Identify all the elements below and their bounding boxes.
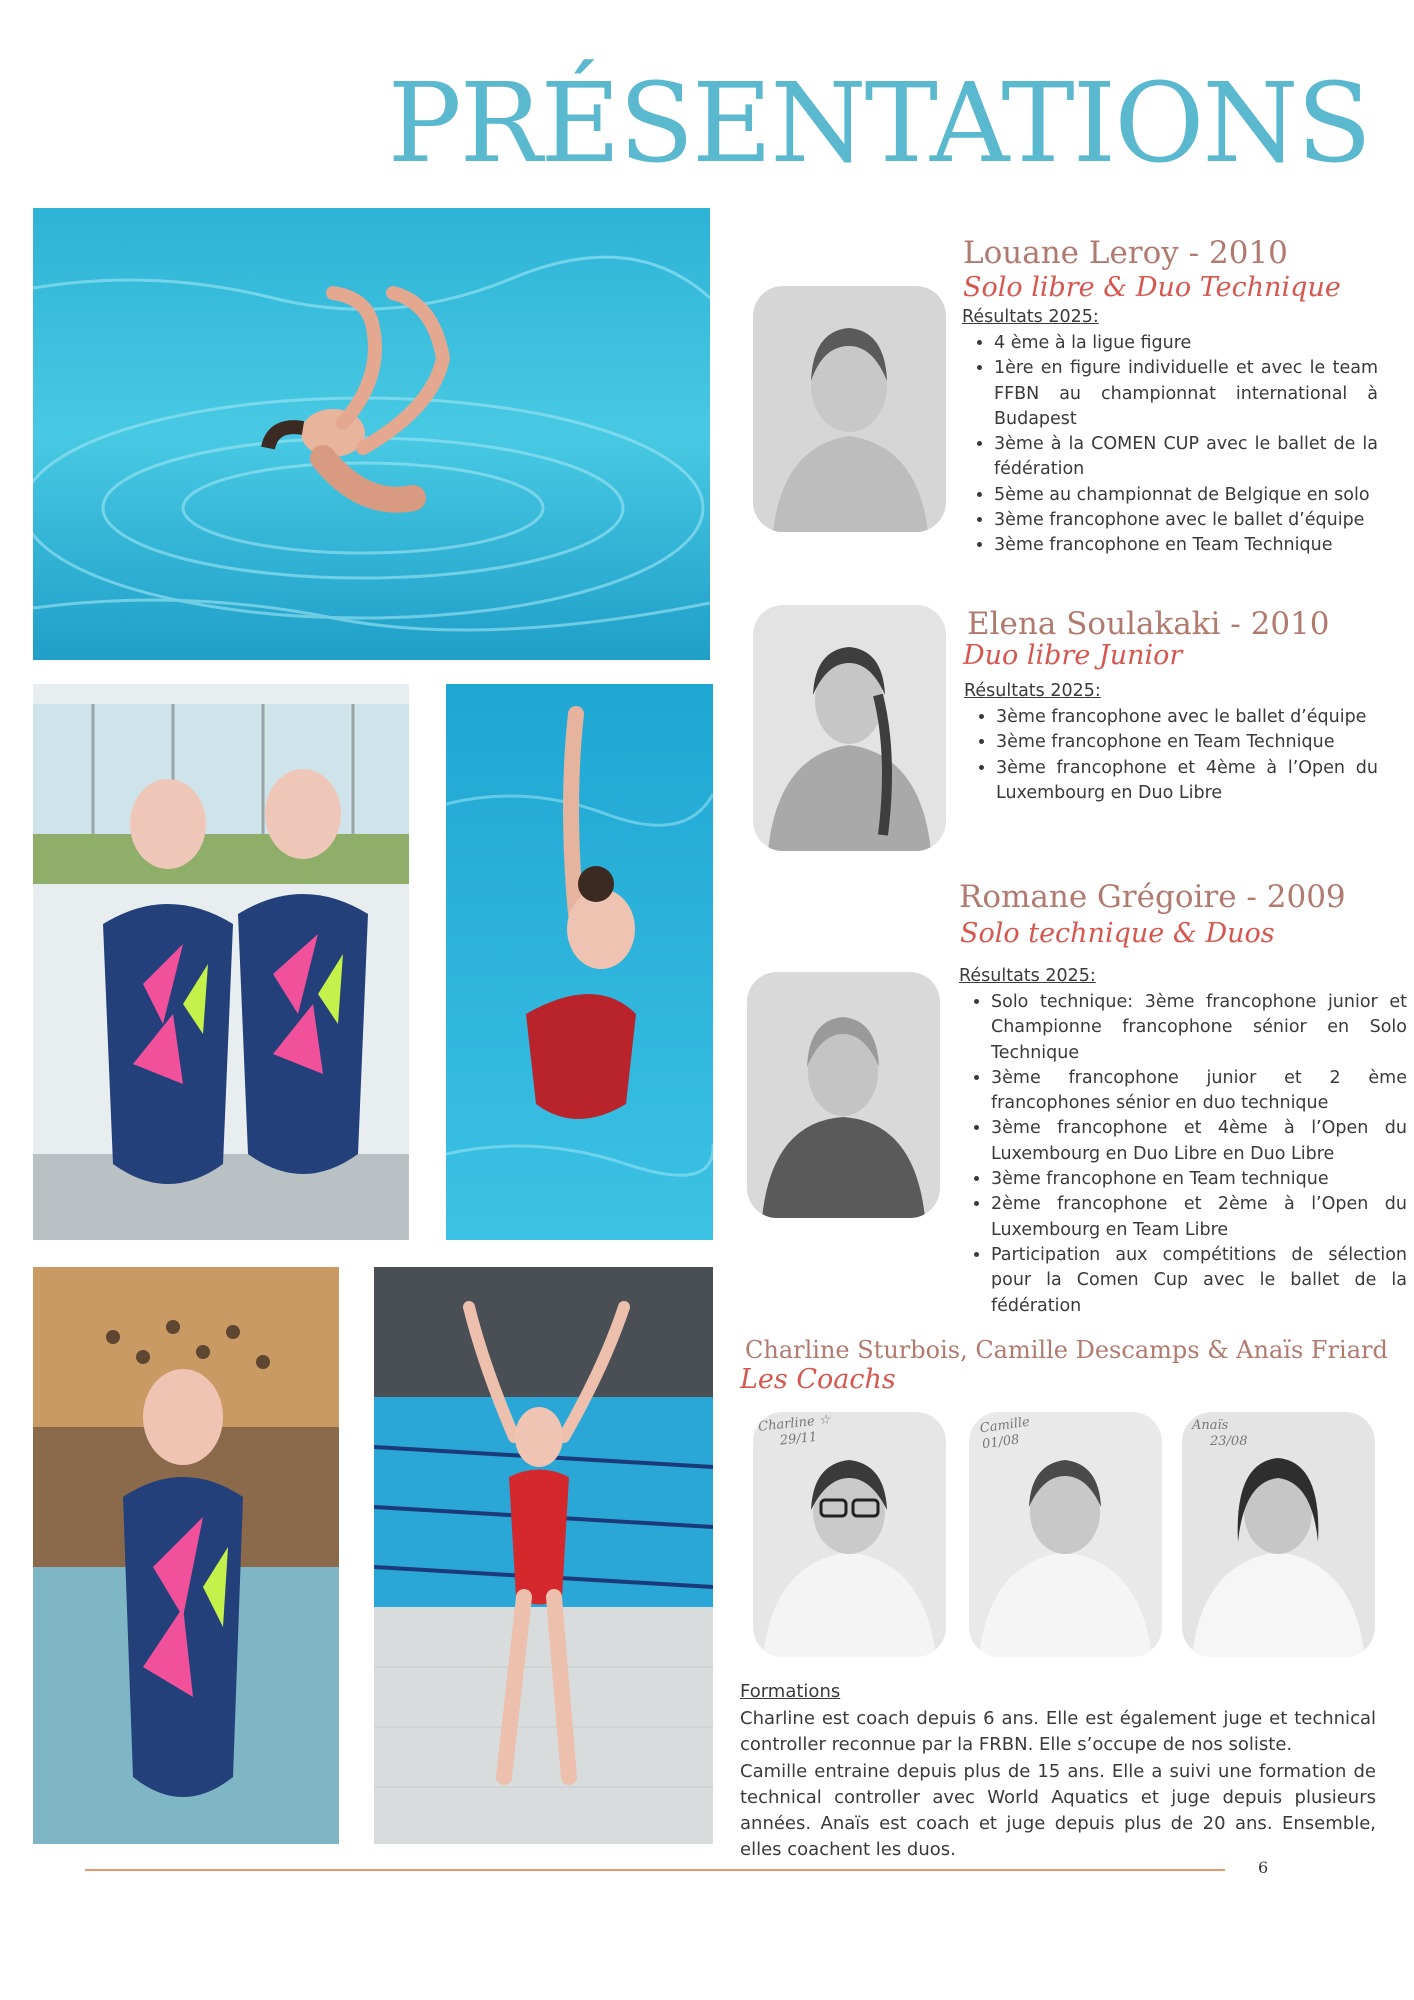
list-item: • Solo technique: 3ème francophone junior et Championne francophone sénior en Solo Technique <box>991 990 1407 1066</box>
list-item: • 3ème francophone junior et 2 ème francophones sénior en duo technique <box>991 1066 1407 1117</box>
results-list <box>959 990 1407 1319</box>
portrait-romane-gregoire <box>747 972 940 1218</box>
results-heading: Résultats 2025: <box>959 966 1096 986</box>
list-item: • 1ère en figure individuelle et avec le team FFBN au championnat international à Budapest <box>994 356 1378 432</box>
coach-tag-name: Charline ☆ <box>757 1412 832 1435</box>
list-item: • Participation aux compétitions de sélection pour la Comen Cup avec le ballet de la fédération <box>991 1243 1407 1319</box>
coach-tag-date: 23/08 <box>1210 1434 1248 1449</box>
list-item: • 3ème francophone avec le ballet d’équipe <box>996 705 1378 730</box>
list-item: • 2ème francophone et 2ème à l’Open du Luxembourg en Team Libre <box>991 1192 1407 1243</box>
athlete-event: Duo libre Junior <box>963 640 1183 671</box>
athlete-event: Solo technique & Duos <box>960 918 1275 949</box>
results-list <box>962 331 1378 559</box>
list-item: • 3ème francophone et 4ème à l’Open du Luxembourg en Duo Libre <box>996 756 1378 807</box>
page-number: 6 <box>1258 1858 1269 1877</box>
list-item: • 3ème francophone avec le ballet d’équipe <box>994 508 1378 533</box>
photo-swimmer-poolside <box>33 1267 339 1844</box>
list-item: • 3ème à la COMEN CUP avec le ballet de la fédération <box>994 432 1378 483</box>
formations-paragraph: Camille entraine depuis plus de 15 ans. Elle a suivi une formation de technical controller avec World Aquatics et juge depuis plusieurs années. Anaïs est coach et juge depuis plus de 20 ans. Ensemble, elles coachent les duos. <box>740 1760 1376 1861</box>
coach-tag-name: Camille <box>979 1414 1031 1437</box>
footer-rule <box>85 1869 1225 1871</box>
list-item: • 4 ème à la ligue figure <box>994 331 1378 356</box>
list-item: • 3ème francophone et 4ème à l’Open du Luxembourg en Duo Libre en Duo Libre <box>991 1116 1407 1167</box>
photo-swimmer-arm-raised <box>446 684 713 1240</box>
portrait-louane-leroy <box>753 286 946 532</box>
portrait-coach-camille <box>969 1412 1162 1657</box>
coaches-role: Les Coachs <box>740 1364 896 1395</box>
coach-tag-date: 01/08 <box>981 1432 1021 1453</box>
coach-tag <box>1192 1418 1247 1450</box>
photo-solo-pool <box>33 208 710 660</box>
athlete-name: Elena Soulakaki - 2010 <box>967 606 1330 642</box>
formations-text <box>740 1706 1376 1864</box>
portrait-coach-charline <box>753 1412 946 1657</box>
list-item: • 3ème francophone en Team technique <box>991 1167 1407 1192</box>
athlete-name: Louane Leroy - 2010 <box>963 235 1288 271</box>
photo-duo-poolside <box>33 684 409 1240</box>
coaches-names: Charline Sturbois, Camille Descamps & Anaïs Friard <box>745 1336 1388 1364</box>
athlete-name: Romane Grégoire - 2009 <box>959 879 1346 915</box>
formations-paragraph: Charline est coach depuis 6 ans. Elle est également juge et technical controller reconnue par la FRBN. Elle s’occupe de nos soliste. <box>740 1708 1376 1756</box>
portrait-coach-anais <box>1182 1412 1375 1657</box>
list-item: • 3ème francophone en Team Technique <box>996 730 1378 755</box>
portrait-elena-soulakaki <box>753 605 946 851</box>
results-heading: Résultats 2025: <box>962 307 1099 327</box>
list-item: • 3ème francophone en Team Technique <box>994 533 1378 558</box>
results-list <box>964 705 1378 806</box>
results-heading: Résultats 2025: <box>964 681 1101 701</box>
formations-heading: Formations <box>740 1681 841 1702</box>
page-title: PRÉSENTATIONS <box>387 59 1370 187</box>
coach-tag-date: 29/11 <box>779 1429 818 1449</box>
photo-swimmer-pose-deck <box>374 1267 713 1844</box>
coach-tag-name: Anaïs <box>1192 1418 1229 1433</box>
athlete-event: Solo libre & Duo Technique <box>963 272 1341 303</box>
list-item: • 5ème au championnat de Belgique en solo <box>994 483 1378 508</box>
